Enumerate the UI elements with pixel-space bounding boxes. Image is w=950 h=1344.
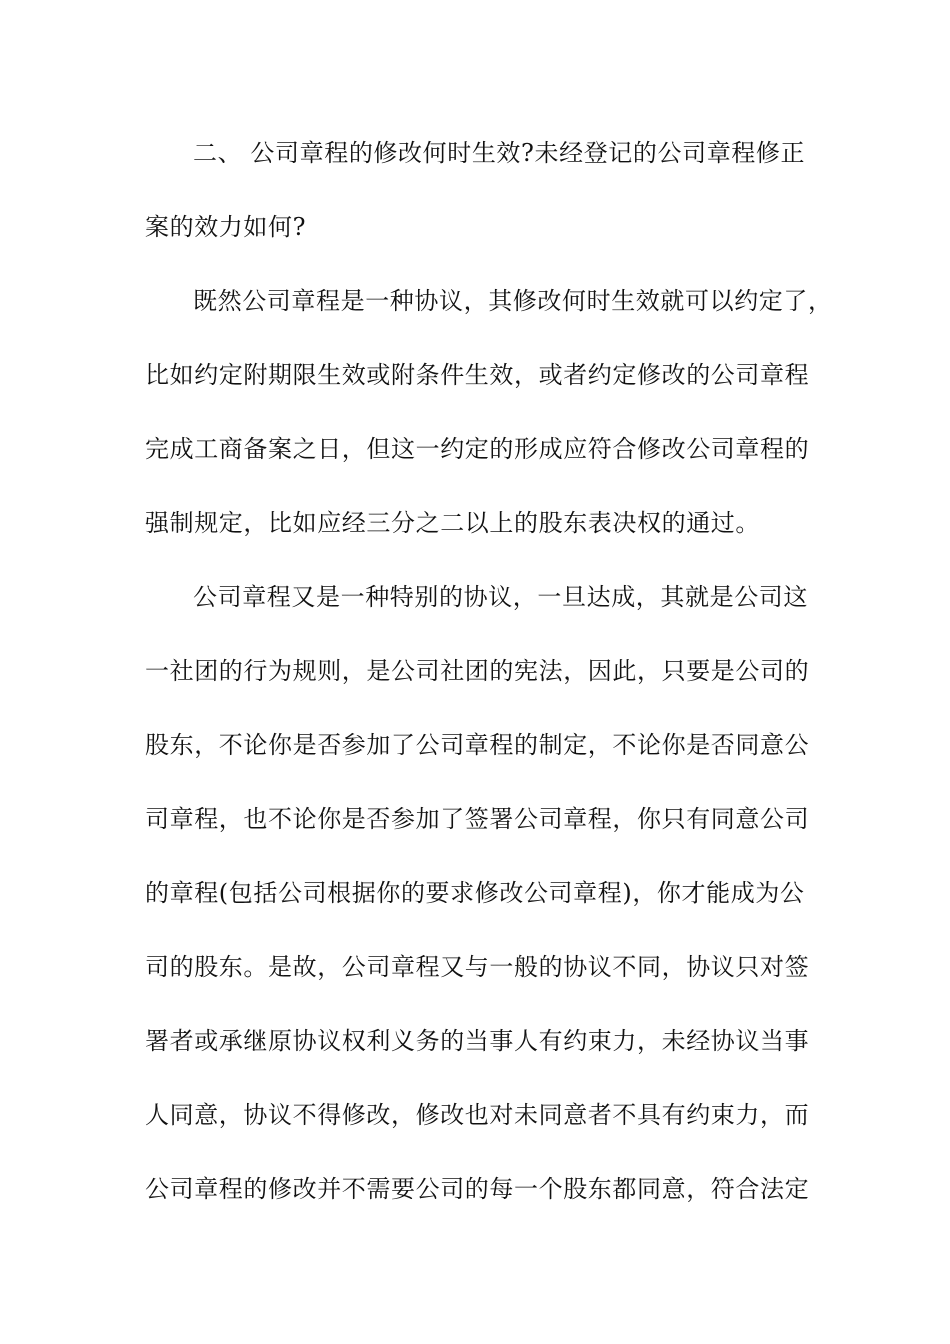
paragraph-1-line-1: 既然公司章程是一种协议，其修改何时生效就可以约定了，: [193, 287, 833, 315]
paragraph-2-line-5: 的章程(包括公司根据你的要求修改公司章程)，你才能成为公: [145, 879, 805, 907]
paragraph-2-line-2: 一社团的行为规则，是公司社团的宪法，因此，只要是公司的: [145, 657, 810, 685]
paragraph-2-line-7: 署者或承继原协议权利义务的当事人有约束力，未经协议当事: [145, 1027, 810, 1055]
paragraph-2-line-6: 司的股东。是故，公司章程又与一般的协议不同，协议只对签: [145, 953, 810, 981]
paragraph-2-line-4: 司章程，也不论你是否参加了签署公司章程，你只有同意公司: [145, 805, 810, 833]
paragraph-2-line-8: 人同意，协议不得修改，修改也对未同意者不具有约束力，而: [145, 1101, 810, 1129]
paragraph-2-line-3: 股东，不论你是否参加了公司章程的制定，不论你是否同意公: [145, 731, 810, 759]
heading-line-2: 案的效力如何?: [145, 213, 307, 241]
paragraph-1-line-2: 比如约定附期限生效或附条件生效，或者约定修改的公司章程: [145, 361, 810, 389]
paragraph-2-line-9: 公司章程的修改并不需要公司的每一个股东都同意，符合法定: [145, 1175, 810, 1203]
paragraph-1-line-3: 完成工商备案之日，但这一约定的形成应符合修改公司章程的: [145, 435, 810, 463]
paragraph-2-line-1: 公司章程又是一种特别的协议，一旦达成，其就是公司这: [193, 583, 808, 611]
paragraph-1-line-4: 强制规定，比如应经三分之二以上的股东表决权的通过。: [145, 509, 760, 537]
heading-line-1: 二、 公司章程的修改何时生效?未经登记的公司章程修正: [193, 139, 806, 167]
